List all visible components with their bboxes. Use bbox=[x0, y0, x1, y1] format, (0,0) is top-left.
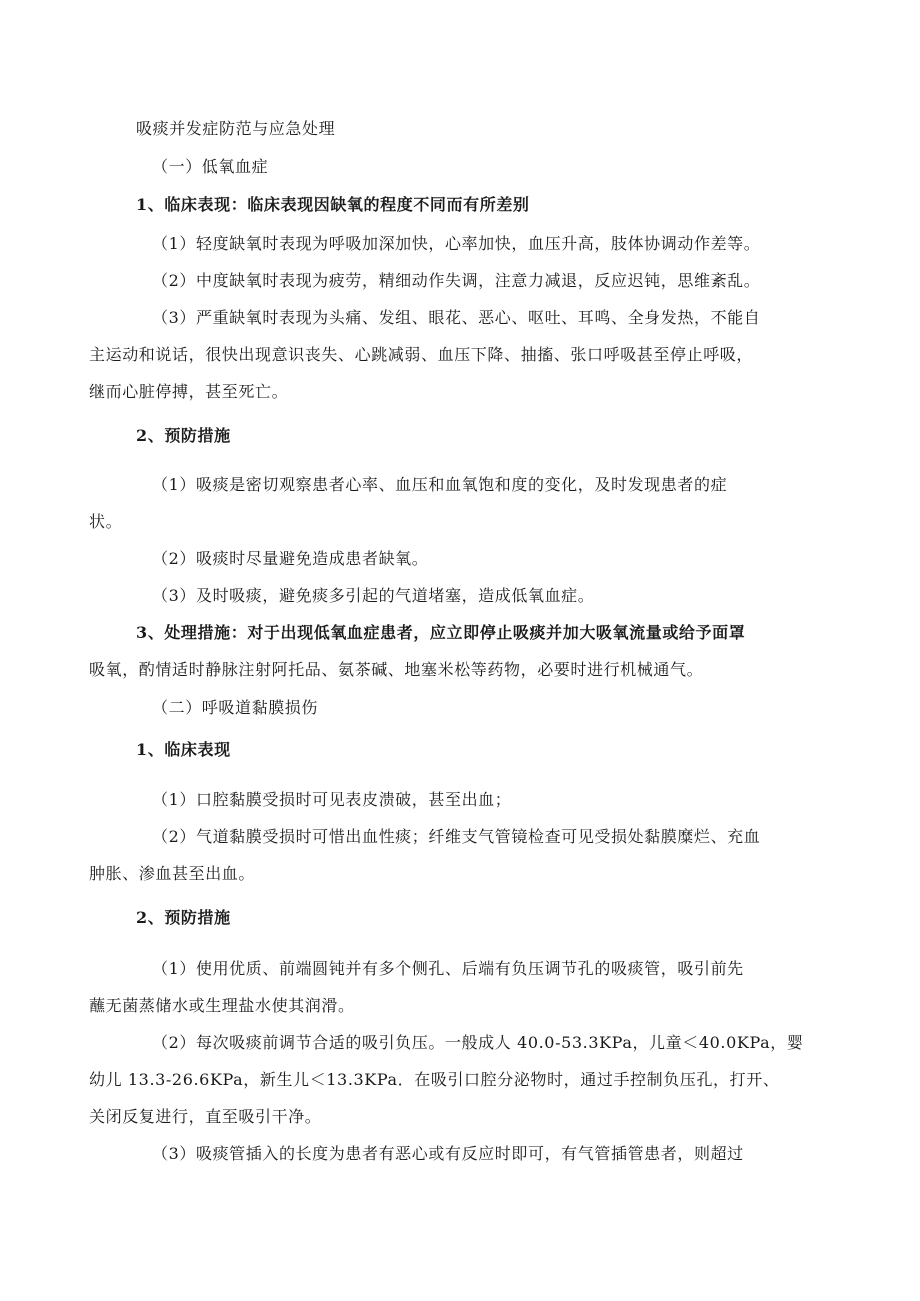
subheading-prevention: 2、预防措施 bbox=[136, 426, 231, 445]
paragraph-line: （2）每次吸痰前调节合适的吸引负压。一般成人 40.0-53.3KPa，儿童＜40.0KPa，婴 bbox=[152, 1033, 804, 1052]
paragraph-line: （2）气道黏膜受损时可惜出血性痰；纤维支气管镜检查可见受损处黏膜糜烂、充血 bbox=[152, 827, 761, 846]
paragraph-line: （1）使用优质、前端圆钝并有多个侧孔、后端有负压调节孔的吸痰管，吸引前先 bbox=[152, 959, 744, 978]
paragraph-line: 肿胀、渗血甚至出血。 bbox=[89, 864, 256, 883]
paragraph-line: （1）轻度缺氧时表现为呼吸加深加快，心率加快，血压升高，肢体协调动作差等。 bbox=[152, 234, 761, 253]
subheading-prevention-2: 2、预防措施 bbox=[136, 908, 231, 927]
subheading-treatment: 3、处理措施：对于出现低氧血症患者，应立即停止吸痰并加大吸氧流量或给予面罩 bbox=[136, 623, 746, 642]
paragraph-line: 蘸无菌蒸储水或生理盐水使其润滑。 bbox=[89, 996, 355, 1015]
paragraph-line: （1）口腔黏膜受损时可见表皮溃破，甚至出血； bbox=[152, 790, 512, 809]
paragraph-line: （3）严重缺氧时表现为头痛、发组、眼花、恶心、呕吐、耳鸣、全身发热，不能自 bbox=[152, 308, 761, 327]
paragraph-line: 吸氧，酌情适时静脉注射阿托品、氨茶碱、地塞米松等药物，必要时进行机械通气。 bbox=[89, 660, 704, 679]
paragraph-line: 幼儿 13.3-26.6KPa，新生儿＜13.3KPa．在吸引口腔分泌物时，通过手控制负压孔，打开、 bbox=[89, 1070, 780, 1089]
paragraph-line: （2）吸痰时尽量避免造成患者缺氧。 bbox=[152, 549, 429, 568]
paragraph-line: （3）吸痰管插入的长度为患者有恶心或有反应时即可，有气管插管患者，则超过 bbox=[152, 1144, 744, 1163]
paragraph-line: 关闭反复进行，直至吸引干净。 bbox=[89, 1107, 322, 1126]
subheading-clinical-manifestation: 1、临床表现：临床表现因缺氧的程度不同而有所差别 bbox=[136, 195, 530, 214]
section-heading-mucosal-injury: （二）呼吸道黏膜损伤 bbox=[152, 698, 319, 717]
paragraph-line: （2）中度缺氧时表现为疲劳，精细动作失调，注意力减退，反应迟钝，思维紊乱。 bbox=[152, 271, 761, 290]
document-title: 吸痰并发症防范与应急处理 bbox=[136, 119, 336, 138]
subheading-clinical-manifestation-2: 1、临床表现 bbox=[136, 740, 231, 759]
paragraph-line: 继而心脏停搏，甚至死亡。 bbox=[89, 382, 289, 401]
paragraph-line: 状。 bbox=[89, 512, 123, 531]
paragraph-line: 主运动和说话，很快出现意识丧失、心跳减弱、血压下降、抽搐、张口呼吸甚至停止呼吸， bbox=[89, 345, 754, 364]
paragraph-line: （1）吸痰是密切观察患者心率、血压和血氧饱和度的变化，及时发现患者的症 bbox=[152, 475, 728, 494]
paragraph-line: （3）及时吸痰，避免痰多引起的气道堵塞，造成低氧血症。 bbox=[152, 586, 595, 605]
section-heading-hypoxemia: （一）低氧血症 bbox=[152, 157, 269, 176]
